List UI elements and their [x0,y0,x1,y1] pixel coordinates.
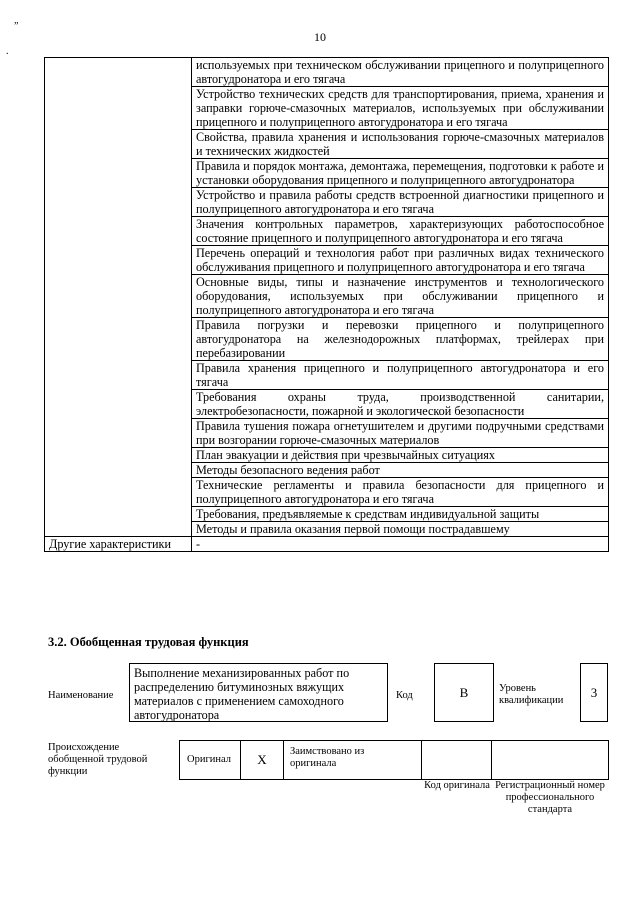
knowledge-item: Правила и порядок монтажа, демонтажа, перемещения, подготовки к работе и установки оборудования прицепного и полуприцепного автогудронатора [192,159,609,188]
knowledge-item: Методы и правила оказания первой помощи пострадавшему [192,522,609,537]
borrowed-cell [283,740,422,780]
page-number: 10 [314,30,326,44]
other-characteristics-label: Другие характеристики [45,537,192,552]
original-cell [179,740,241,780]
knowledge-item: Требования охраны труда, производственной санитарии, электробезопасности, пожарной и экологической безопасности [192,390,609,419]
knowledge-item: Требования, предъявляемые к средствам индивидуальной защиты [192,507,609,522]
registration-number-caption: Регистрационный номер профессионального стандарта [495,780,605,815]
code-label: Код [396,690,413,701]
borrowed-label: Заимствовано из оригинала [290,746,365,769]
original-mark: X [257,752,267,767]
knowledge-item: Методы безопасного ведения работ [192,463,609,478]
scan-mark: „ [14,15,19,26]
knowledge-item: Технические регламенты и правила безопасности для прицепного и полуприцепного автогудронатора и его тягача [192,478,609,507]
knowledge-item: Устройство технических средств для транспортирования, приема, хранения и заправки горюче-смазочных материалов, используемых при обслуживании прицепного и полуприцепного автогудронатора и его тягача [192,87,609,130]
knowledge-item: План эвакуации и действия при чрезвычайных ситуациях [192,448,609,463]
level-value: 3 [590,685,598,700]
level-box [580,663,608,722]
other-characteristics-value: - [192,537,609,552]
code-box [434,663,494,722]
name-label: Наименование [48,690,114,701]
origin-label: Происхождение обобщенной трудовой функции [48,742,148,777]
table-row [45,58,609,87]
knowledge-item: Основные виды, типы и назначение инструментов и технологического оборудования, используемых при обслуживании прицепного и полуприцепного автогудронатора и его тягача [192,275,609,318]
knowledge-item: Перечень операций и технология работ при различных видах технического обслуживания прицепного и полуприцепного автогудронатора и его тягача [192,246,609,275]
original-mark-cell [240,740,284,780]
original-label: Оригинал [187,754,231,765]
knowledge-item: Правила погрузки и перевозки прицепного и полуприцепного автогудронатора на железнодорожных платформах, трейлерах при перебазировании [192,318,609,361]
registration-number-cell [491,740,609,780]
knowledge-item: Значения контрольных параметров, характеризующих работоспособное состояние прицепного и полуприцепного автогудронатора и его тягача [192,217,609,246]
original-code-caption: Код оригинала [424,780,490,791]
knowledge-item: Правила хранения прицепного и полуприцепного автогудронатора и его тягача [192,361,609,390]
knowledge-item: используемых при техническом обслуживании прицепного и полуприцепного автогудронатора и его тягача [192,58,609,87]
code-value: В [459,685,469,700]
knowledge-table [44,57,609,552]
row-label-empty [45,58,192,537]
table-row [45,537,609,552]
knowledge-item: Устройство и правила работы средств встроенной диагностики прицепного и полуприцепного автогудронатора и его тягача [192,188,609,217]
knowledge-item: Свойства, правила хранения и использования горюче-смазочных материалов и технических жидкостей [192,130,609,159]
original-code-cell [421,740,492,780]
section-title: 3.2. Обобщенная трудовая функция [48,635,249,649]
knowledge-item: Правила тушения пожара огнетушителем и другими подручными средствами при возгорании горюче-смазочных материалов [192,419,609,448]
function-name-value: Выполнение механизированных работ по распределению битуминозных вяжущих материалов с применением самоходного автогудронатора [134,666,350,722]
level-label: Уровень квалификации [499,683,564,706]
function-name-box [129,663,388,722]
scan-mark: . [6,46,9,57]
